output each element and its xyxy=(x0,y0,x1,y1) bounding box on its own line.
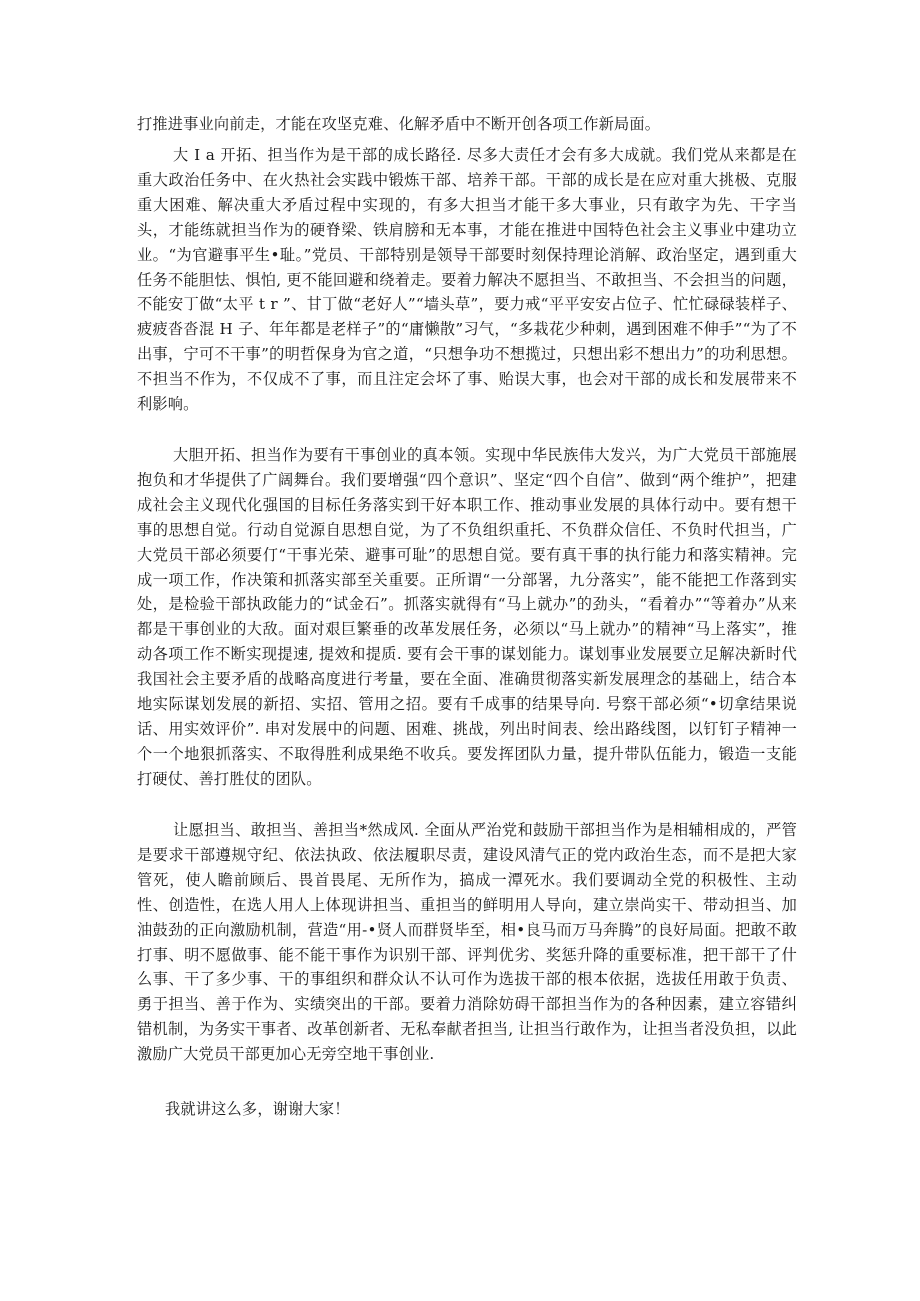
paragraph-opening-continuation: 打推进事业向前走，才能在攻坚克难、化解矛盾中不断开创各项工作新局面。 xyxy=(137,115,661,133)
paragraph-real-ability: 大胆开拓、担当作为要有干事创业的真本领。实现中华民族伟大发兴，为广大党员干部施展抱负和才华提供了广阔舞台。我们要增强“四个意识”、坚定“四个自信”、做到“两个维护”，把建成社会主义现代化强国的目标任务落实到干好本职工作、推动事业发展的具体行动中。要有想干事的思想自觉。行动自觉源自思想自觉，为了不负组织重托、不负群众信任、不负时代担当，广大党员干部必须要仃“干事光荣、避事可耻”的思想自觉。要有真干事的执行能力和落实精神。完成一项工作，作决策和抓落实部至关重要。正所谓“一分部署，九分落实”，能不能把工作落到实处，是检验干部执政能力的“试金石”。抓落实就得有“马上就办”的劲头，“看着办”“等着办”从来都是干事创业的大敌。面对艰巨繁垂的改革发展任务，必须以“马上就办”的精神“马上落实”，推动各项工作不断实现提速, 提效和提质. 要有会干事的谋划能力。谋划事业发展要立足解决新时代我国社会主要矛盾的战略高度进行考量，要在全面、准确贯彻落实新发展理念的基础上，结合本地实际谋划发展的新招、实招、管用之招。要有千成事的结果导向. 号察干部必须“•切拿结果说话、用实效评价”. 串对发展中的问题、困难、挑战，列出时间表、绘出路线图，以钉钉子精神一个一个地狠抓落实、不取得胜利成果绝不收兵。要发挥团队力量，提升带队伍能力，锻造一支能打硬仗、善打胜仗的团队。 xyxy=(137,446,797,788)
paragraph-growth-path: 大 I a 开拓、担当作为是干部的成长路径. 尽多大责任才会有多大成就。我们党从来都是在重大政治任务中、在火热社会实践中锻炼干部、培养干部。干部的成长是在应对重大挑极、克服重大困难、解决重大矛盾过程中实现的，有多大担当才能干多大事业，只有敢字为先、干字当头，才能练就担当作为的硬脊梁、铁肩膀和无本事，才能在推进中国特色社会主义事业中建功立业。“为官避事平生•耻。”党员、干部特别是领导干部要时刻保持理论消解、政治坚定，遇到重大任务不能胆怯、惧怕, 更不能回避和绕着走。要着力解决不愿担当、不敢担当、不会担当的问题，不能安丁做“太平 t r ”、甘丁做“老好人”“墙头草”，要力戒“平平安安占位子、忙忙碌碌装样子、疲疲沓沓混 H 子、年年都是老样子”的“庸懒散”习气，“多栽花少种刺，遇到困难不伸手”“为了不出事，宁可不干事”的明哲保身为官之道，“只想争功不想揽过，只想出彩不想出力”的功利思想。不担当不作为，不仅成不了事，而且注定会坏了事、贻误大事，也会对干部的成长和发展带来不利影响。 xyxy=(137,146,797,414)
paragraph-atmosphere: 让愿担当、敢担当、善担当*然成风. 全面从严治党和鼓励干部担当作为是相辅相成的，严管是要求干部遵规守纪、依法执政、依法履职尽责，建设风清气正的党内政治生态，而不是把大家管死，使人瞻前顾后、畏首畏尾、无所作为，搞成一潭死水。我们要调动全党的积极性、主动性、创造性，在选人用人上体现讲担当、重担当的鲜明用人导向，建立崇尚实干、带动担当、加油鼓劲的正向激励机制，营造“用-•贤人而群贤毕至，相•良马而万马奔腾”的良好局面。把敢不敢打事、明不愿做事、能不能干事作为识别干部、评判优劣、奖惩升降的重要标准，把干部干了什么事、干了多少事、干的事组织和群众认不认可作为选拔干部的根本依据，选拔任用敢于负责、勇于担当、善于作为、实绩突出的干部。要着力消除妨碍干部担当作为的各种因素，建立容错纠错机制，为务实干事者、改革创新者、无私奉献者担当, 让担当行敢作为，让担当者没负担，以此激励广大党员干部更加心无旁空地干事创业. xyxy=(137,821,797,1064)
paragraph-closing: 我就讲这么多，谢谢大家！ xyxy=(165,1100,350,1118)
